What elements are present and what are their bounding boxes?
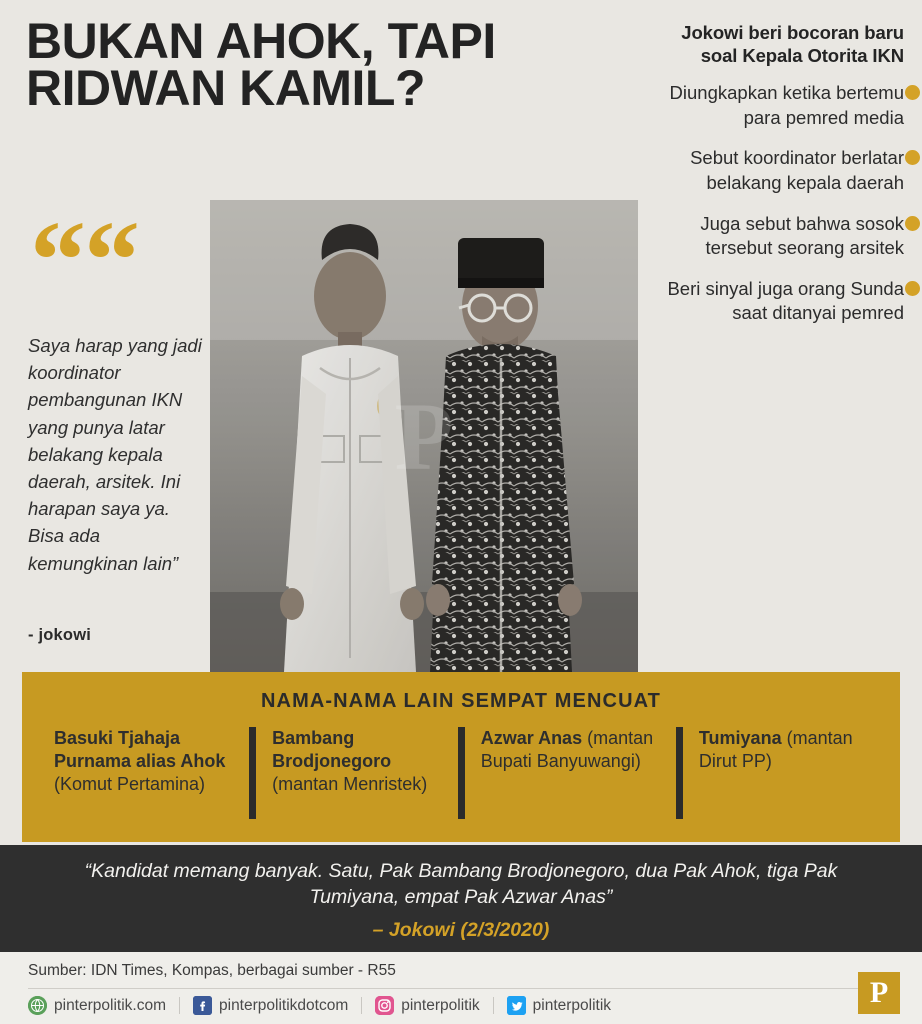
photo-jokowi-ridwan-kamil — [210, 200, 638, 672]
list-item — [664, 212, 904, 261]
social-link-instagram[interactable] — [375, 996, 479, 1015]
bullet-dot-icon — [905, 216, 920, 231]
divider — [458, 727, 465, 819]
page-title: BUKAN AHOK, TAPI RIDWAN KAMIL? — [26, 13, 496, 116]
bullet-dot-icon — [905, 150, 920, 165]
bottom-quote-attribution: – Jokowi (2/3/2020) — [372, 919, 550, 942]
social-link-label: pinterpolitik — [532, 996, 612, 1014]
highlights-list — [664, 22, 904, 342]
footer-source: Sumber: IDN Times, Kompas, berbagai sumber - R55 — [28, 962, 396, 979]
name-entry-name: Basuki Tjahaja Purnama alias Ahok — [54, 728, 226, 772]
divider — [179, 997, 180, 1014]
list-item-label: Sebut koordinator berlatar belakang kepala daerah — [690, 147, 904, 193]
name-entry-name: Tumiyana — [698, 728, 782, 748]
name-entry-name: Azwar Anas — [480, 728, 583, 748]
facebook-icon — [193, 996, 212, 1015]
bullet-dot-icon — [905, 85, 920, 100]
divider — [361, 997, 362, 1014]
social-link-label: pinterpolitik.com — [54, 996, 166, 1014]
name-entry — [54, 727, 247, 819]
social-link-twitter[interactable] — [507, 996, 611, 1015]
list-item-label: Diungkapkan ketika bertemu para pemred media — [669, 82, 904, 128]
name-entry-detail: (Komut Pertamina) — [54, 774, 206, 795]
other-names-row — [22, 727, 900, 819]
name-entry — [699, 727, 868, 819]
globe-icon — [28, 996, 47, 1015]
divider — [493, 997, 494, 1014]
bottom-quote-text: “Kandidat memang banyak. Satu, Pak Bambang Brodjonegoro, dua Pak Ahok, tiga Pak Tumiyana, empat Pak Azwar Anas” — [84, 860, 838, 908]
photo-watermark: P — [394, 382, 454, 490]
social-link-label: pinterpolitikdotcom — [219, 996, 349, 1014]
footer — [0, 952, 922, 1024]
highlights-title: Jokowi beri bocoran baru soal Kepala Otorita IKN — [681, 22, 904, 66]
divider — [676, 727, 683, 819]
divider — [249, 727, 256, 819]
divider — [28, 988, 894, 989]
twitter-icon — [507, 996, 526, 1015]
bullet-dot-icon — [905, 281, 920, 296]
name-entry — [272, 727, 456, 819]
list-item — [664, 146, 904, 195]
list-item-label: Juga sebut bahwa sosok tersebut seorang arsitek — [700, 212, 904, 259]
social-link-facebook[interactable] — [193, 996, 348, 1015]
bottom-quote-bar — [0, 845, 922, 952]
quote-mark-icon: ““ — [30, 199, 138, 323]
instagram-icon — [375, 996, 394, 1015]
name-entry-detail: (mantan Bupati Banyuwangi) — [480, 728, 654, 772]
other-names-title: NAMA-NAMA LAIN SEMPAT MENCUAT — [260, 690, 661, 712]
pull-quote-text: Saya harap yang jadi koordinator pembangunan IKN yang punya latar belakang kepala daerah, arsitek. Ini harapan saya ya. Bisa ada kemungkinan lain” — [28, 335, 202, 574]
name-entry-detail: (mantan Menristek) — [272, 774, 428, 795]
list-item — [664, 81, 904, 130]
list-item — [664, 277, 904, 326]
list-item-label: Beri sinyal juga orang Sunda saat ditanyai pemred — [667, 277, 904, 324]
name-entry-detail: (mantan Dirut PP) — [698, 728, 853, 772]
social-link-label: pinterpolitik — [401, 996, 480, 1014]
name-entry — [481, 727, 674, 819]
pull-quote-author: - jokowi — [28, 626, 92, 644]
name-entry-name: Bambang Brodjonegoro — [272, 728, 392, 772]
social-links — [28, 996, 611, 1015]
other-names-band — [22, 672, 900, 842]
social-link-website[interactable] — [28, 996, 166, 1015]
brand-logo: P — [858, 972, 900, 1014]
